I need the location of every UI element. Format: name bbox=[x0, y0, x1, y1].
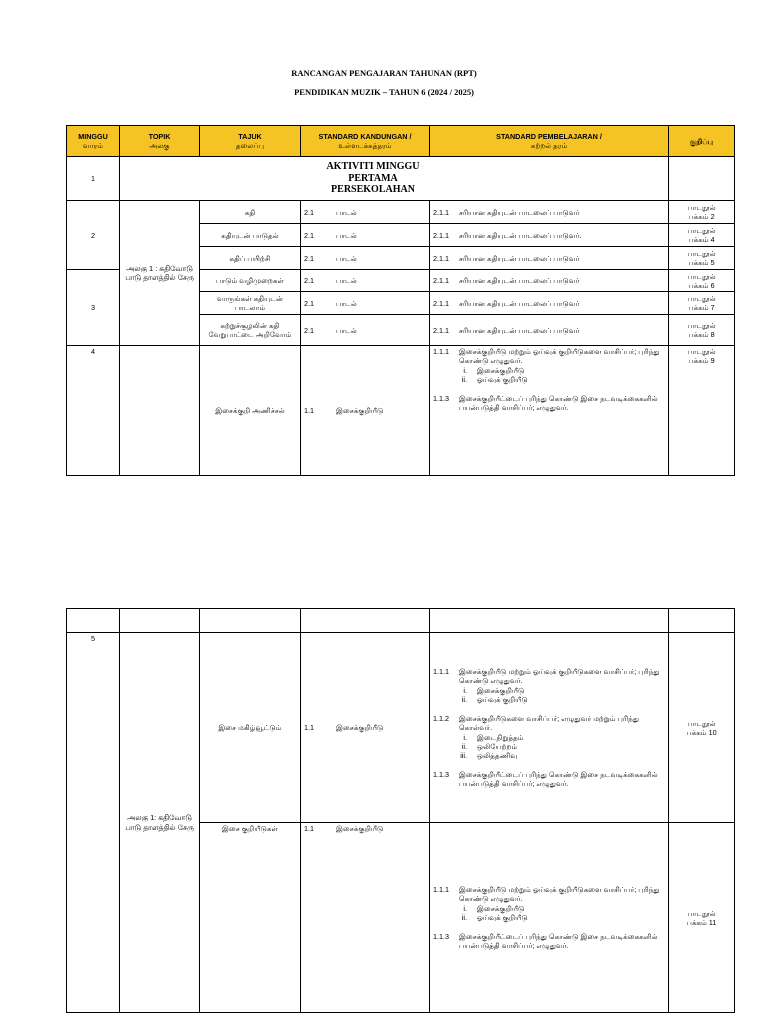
column-header-catatan: குறிப்பு bbox=[669, 126, 735, 157]
sk-cell: 2.1 பாடல் bbox=[301, 247, 430, 270]
list-item: ii. ஓய்வுக் குறியீடு bbox=[461, 695, 528, 704]
topic-cell: அலகு 1 : கதிவோடு பாடு தாளத்தில் சேரு bbox=[120, 201, 200, 346]
column-header-minggu: MINGGU வாரம் bbox=[67, 126, 120, 157]
reference-cell: பாடநூல் பக்கம் 10 bbox=[669, 633, 735, 823]
table-header-row bbox=[67, 126, 735, 157]
table-row-week1 bbox=[67, 157, 735, 201]
column-header-topik: TOPIK அலகு bbox=[120, 126, 200, 157]
column-header-standard-pembelajaran: STANDARD PEMBELAJARAN / கற்றல் தரம் bbox=[430, 126, 669, 157]
tajuk-cell: இசை மகிழ்வூட்டும் bbox=[200, 633, 301, 823]
sp-cell: 2.1.1 சரியான கதியுடன் பாடலைப் பாடுவர் bbox=[430, 247, 669, 270]
week-number: 4 bbox=[67, 346, 120, 476]
topic-cell: அலகு 1: கதிவோடு பாடு தாளத்தில் சேரு bbox=[120, 633, 200, 1013]
rpt-table-page1 bbox=[66, 125, 735, 476]
list-item: ii. ஓய்வுக் குறியீடு bbox=[461, 913, 528, 922]
column-header-standard-kandungan: STANDARD KANDUNGAN / உள்ளடக்கத்தரம் bbox=[301, 126, 430, 157]
tajuk-cell: கற்றுச்சூழலின் கதி வேறுபாட்டை அறிவோம் bbox=[200, 315, 301, 346]
sk-cell: 2.1 பாடல் bbox=[301, 315, 430, 346]
activity-cell: AKTIVITI MINGGU PERTAMA PERSEKOLAHAN bbox=[120, 157, 669, 201]
list-item: i. இசைக்குறியீடு bbox=[463, 686, 525, 695]
column-header-tajuk: TAJUK தலைப்பு bbox=[200, 126, 301, 157]
list-item: ii. ஓய்வுக் குறியீடு bbox=[461, 375, 528, 384]
reference-cell: பாடநூல் பக்கம் 9 bbox=[669, 346, 735, 476]
tajuk-cell: இசை குறியீடுகள் bbox=[200, 823, 301, 1013]
table-row bbox=[67, 201, 735, 224]
sk-cell: 1.1 இசைக்குறியீடு bbox=[301, 823, 430, 1013]
reference-cell: பாடநூல் பக்கம் 6 bbox=[669, 270, 735, 292]
list-item: i. இசைக்குறியீடு bbox=[463, 904, 525, 913]
rpt-table-page2 bbox=[66, 608, 735, 1013]
sp-cell: 2.1.1 சரியான கதியுடன் பாடலைப் பாடுவர். bbox=[430, 224, 669, 247]
empty-header-row bbox=[67, 609, 735, 633]
sk-cell: 2.1 பாடல் bbox=[301, 224, 430, 247]
sp-cell: 1.1.1 இசைக்குறியீடு மற்றும் ஓய்வுக் குறியீடுகளை வாசிப்பர்; புரிந்து கொண்டு எழுதுவர். i. இசைக்குறியீடு ii. ஓய்வுக் குறியீடு 1.1.2 இசைக்குறியீடுகளை வாசிப்பர்; எழுதுவர் மற்றும் புரிந்து கொள்வர். i. இடைநிறுத்தம் ii. ஒலியேற்றம் iii. ஒலித்தணிவு 1.1.3 இசைக்குறியீட்டைப் புரிந்து கொண்டு இசை நடவடிக்கைகளில் பயன்படுத்தி வாசிப்பர்; எழுதுவர். bbox=[430, 633, 669, 823]
week-number: 1 bbox=[67, 157, 120, 201]
tajuk-cell: கதி bbox=[200, 201, 301, 224]
table-row-week5 bbox=[67, 633, 735, 823]
sk-cell: 2.1 பாடல் bbox=[301, 292, 430, 315]
document-subtitle: PENDIDIKAN MUZIK – TAHUN 6 (2024 / 2025) bbox=[294, 87, 474, 97]
sk-cell: 2.1 பாடல் bbox=[301, 201, 430, 224]
sp-cell: 2.1.1 சரியான கதியுடன் பாடலைப் பாடுவர் bbox=[430, 315, 669, 346]
week-number: 2 bbox=[67, 201, 120, 270]
tajuk-cell: கதியுடன் பாடுதல் bbox=[200, 224, 301, 247]
sk-cell: 1.1 இசைக்குறியீடு bbox=[301, 346, 430, 476]
list-item: ii. ஒலியேற்றம் bbox=[461, 742, 518, 751]
week-number: 5 bbox=[67, 633, 120, 1013]
list-item: i. இசைக்குறியீடு bbox=[463, 366, 525, 375]
sp-cell: 1.1.1 இசைக்குறியீடு மற்றும் ஓய்வுக் குறியீடுகளை வாசிப்பர்; புரிந்து கொண்டு எழுதுவர். i. இசைக்குறியீடு ii. ஓய்வுக் குறியீடு 1.1.3 இசைக்குறியீட்டைப் புரிந்து கொண்டு இசை நடவடிக்கைகளில் பயன்படுத்தி வாசிப்பர்; எழுதுவர். bbox=[430, 346, 669, 476]
document-title: RANCANGAN PENGAJARAN TAHUNAN (RPT) bbox=[291, 68, 477, 78]
week-number: 3 bbox=[67, 270, 120, 346]
sk-cell: 2.1 பாடல் bbox=[301, 270, 430, 292]
tajuk-cell: இசைக்குறி அணிச்சல் bbox=[200, 346, 301, 476]
sp-cell: 2.1.1 சரியான கதியுடன் பாடலைப் பாடுவர் bbox=[430, 292, 669, 315]
tajuk-cell: பாடும் வழிமுறைகள் bbox=[200, 270, 301, 292]
sp-cell: 1.1.1 இசைக்குறியீடு மற்றும் ஓய்வுக் குறியீடுகளை வாசிப்பர்; புரிந்து கொண்டு எழுதுவர். i. இசைக்குறியீடு ii. ஓய்வுக் குறியீடு 1.1.3 இசைக்குறியீட்டைப் புரிந்து கொண்டு இசை நடவடிக்கைகளில் பயன்படுத்தி வாசிப்பர்; எழுதுவர். bbox=[430, 823, 669, 1013]
sp-cell: 2.1.1 சரியான கதியுடன் பாடலைப் பாடுவர் bbox=[430, 201, 669, 224]
sk-cell: 1.1 இசைக்குறியீடு bbox=[301, 633, 430, 823]
reference-cell: பாடநூல் பக்கம் 11 bbox=[669, 823, 735, 1013]
reference-cell: பாடநூல் பக்கம் 2 bbox=[669, 201, 735, 224]
sp-cell: 2.1.1 சரியான கதியுடன் பாடலைப் பாடுவர் bbox=[430, 270, 669, 292]
reference-cell: பாடநூல் பக்கம் 8 bbox=[669, 315, 735, 346]
tajuk-cell: வாருங்கள் கதியுடன் பாடலாம் bbox=[200, 292, 301, 315]
list-item: iii. ஒலித்தணிவு bbox=[460, 751, 518, 760]
reference-cell: பாடநூல் பக்கம் 4 bbox=[669, 224, 735, 247]
reference-cell: பாடநூல் பக்கம் 7 bbox=[669, 292, 735, 315]
tajuk-cell: கதிப் பயிற்சி bbox=[200, 247, 301, 270]
table-row-week4 bbox=[67, 346, 735, 476]
list-item: i. இடைநிறுத்தம் bbox=[463, 733, 524, 742]
reference-cell: பாடநூல் பக்கம் 5 bbox=[669, 247, 735, 270]
